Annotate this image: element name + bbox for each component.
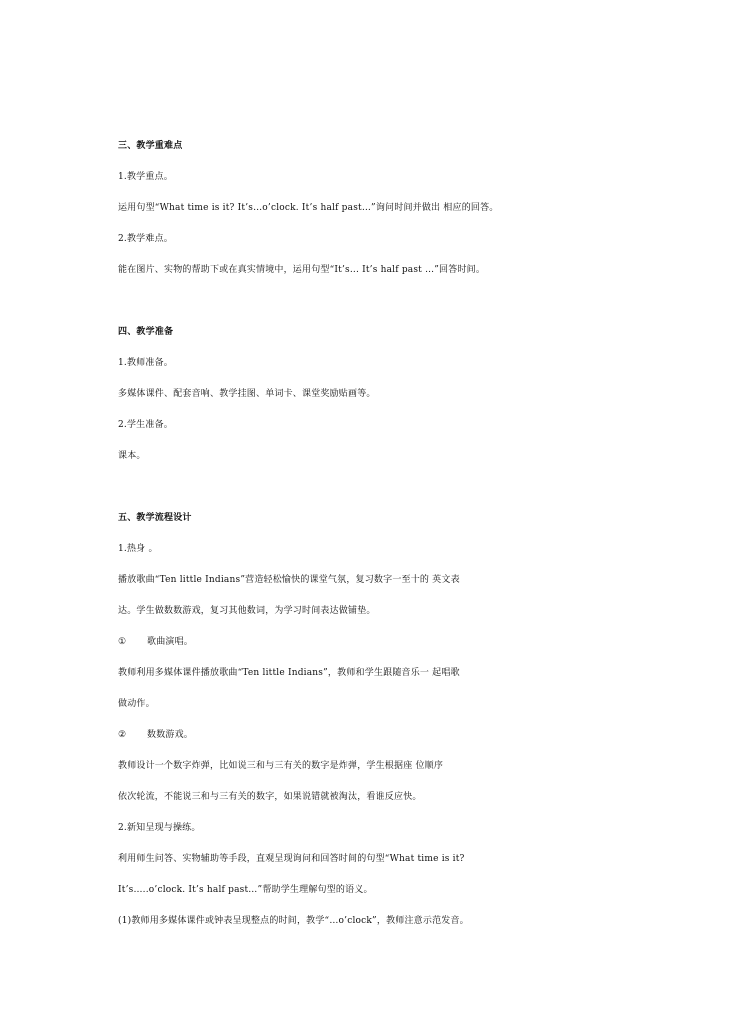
paragraph: 教师利用多媒体课件播放歌曲“Ten little Indians”，教师和学生跟随音乐一 起唱歌 [118,668,460,678]
paragraph: 2.新知呈现与操练。 [118,823,201,833]
list-item [118,720,638,751]
list-item-text: 数数游戏。 [147,730,194,740]
paragraph: 教师设计一个数字炸弹，比如说三和与三有关的数字是炸弹，学生根据座 位顺序 [118,761,444,771]
paragraph: 1.教学重点。 [118,172,173,182]
list-marker: ② [118,730,127,740]
paragraph: 多媒体课件、配套音响、教学挂图、单词卡、课堂奖励贴画等。 [118,389,376,399]
paragraph: 运用句型“What time is it? It’s…o’clock. It’s half past…”询问时间并做出 相应的回答。 [118,203,499,213]
paragraph: 依次轮流，不能说三和与三有关的数字，如果说错就被淘汰，看谁反应快。 [118,792,422,802]
section-heading-process: 五、教学流程设计 [118,513,192,523]
paragraph: 达。学生做数数游戏，复习其他数词，为学习时间表达做铺垫。 [118,606,376,616]
spacer [118,286,638,317]
list-item-text: 歌曲演唱。 [147,637,194,647]
paragraph: 1.教师准备。 [118,358,173,368]
paragraph: 2.教学难点。 [118,234,173,244]
section-heading-difficulties: 三、教学重难点 [118,141,183,151]
document-page [118,131,638,937]
paragraph: 能在图片、实物的帮助下或在真实情境中，运用句型“It’s... It’s half past ...”回答时间。 [118,265,486,275]
paragraph: 利用师生问答、实物辅助等手段，直观呈现询问和回答时间的句型“What time is it? [118,854,465,864]
paragraph: 做动作。 [118,699,155,709]
paragraph: It’s…..o’clock. It’s half past…”帮助学生理解句型的语义。 [118,885,373,895]
paragraph: 播放歌曲“Ten little Indians”营造轻松愉快的课堂气氛，复习数字一至十的 英文表 [118,575,460,585]
paragraph: 1.热身 。 [118,544,158,554]
paragraph: 课本。 [118,451,146,461]
spacer [118,472,638,503]
paragraph: 2.学生准备。 [118,420,173,430]
section-heading-preparation: 四、教学准备 [118,327,174,337]
list-marker: ① [118,637,127,647]
paragraph: (1)教师用多媒体课件或钟表呈现整点的时间，教学“…o’clock”，教师注意示范发音。 [118,916,469,926]
list-item [118,627,638,658]
